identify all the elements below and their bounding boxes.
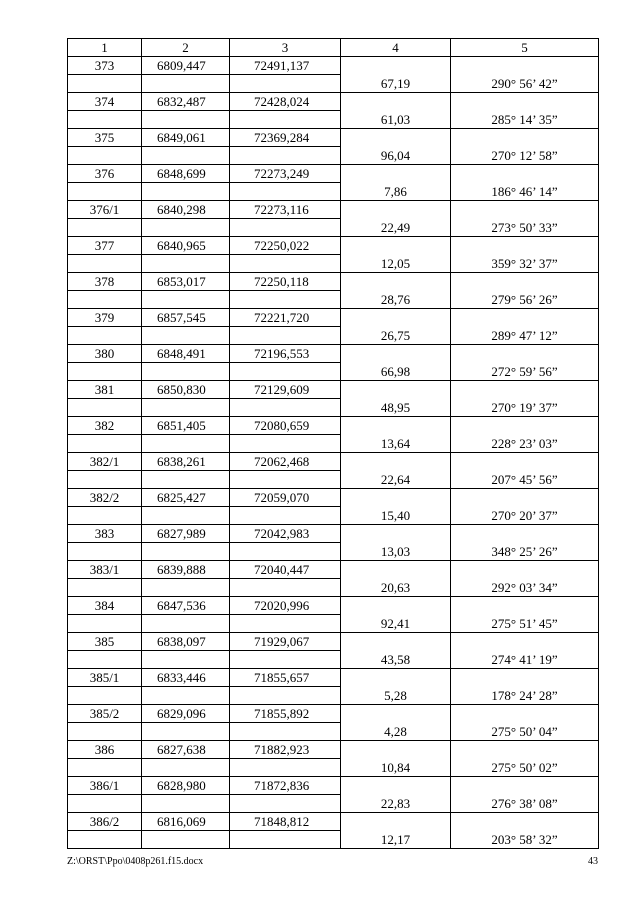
segment-row — [68, 723, 599, 741]
cell-bearing: 270° 12’ 58” — [451, 147, 599, 165]
cell-bearing: 292° 03’ 34” — [451, 579, 599, 597]
segment-row — [68, 327, 599, 345]
cell-empty — [451, 309, 599, 327]
cell-empty — [341, 633, 451, 651]
page-number: 43 — [588, 856, 598, 867]
cell-y: 72129,609 — [230, 381, 341, 399]
cell-y: 72040,447 — [230, 561, 341, 579]
table-row — [68, 417, 599, 435]
cell-distance: 12,05 — [341, 255, 451, 273]
table-header-row — [68, 39, 599, 57]
cell-empty — [142, 543, 230, 561]
column-header-5: 5 — [451, 39, 599, 57]
cell-y: 71929,067 — [230, 633, 341, 651]
cell-point: 373 — [68, 57, 142, 75]
cell-empty — [68, 147, 142, 165]
cell-point: 375 — [68, 129, 142, 147]
cell-empty — [451, 381, 599, 399]
cell-x: 6848,491 — [142, 345, 230, 363]
cell-x: 6833,446 — [142, 669, 230, 687]
cell-empty — [230, 327, 341, 345]
cell-distance: 20,63 — [341, 579, 451, 597]
cell-empty — [230, 111, 341, 129]
table-row — [68, 489, 599, 507]
cell-empty — [451, 705, 599, 723]
cell-empty — [68, 399, 142, 417]
cell-x: 6827,989 — [142, 525, 230, 543]
segment-row — [68, 579, 599, 597]
cell-x: 6853,017 — [142, 273, 230, 291]
table-row — [68, 129, 599, 147]
cell-y: 72491,137 — [230, 57, 341, 75]
cell-empty — [230, 795, 341, 813]
cell-distance: 67,19 — [341, 75, 451, 93]
cell-point: 383/1 — [68, 561, 142, 579]
segment-row — [68, 111, 599, 129]
table-row — [68, 237, 599, 255]
cell-y: 72196,553 — [230, 345, 341, 363]
cell-empty — [142, 831, 230, 849]
segment-row — [68, 363, 599, 381]
segment-row — [68, 183, 599, 201]
cell-point: 386 — [68, 741, 142, 759]
cell-empty — [451, 129, 599, 147]
cell-empty — [142, 219, 230, 237]
cell-empty — [341, 57, 451, 75]
column-header-4: 4 — [341, 39, 451, 57]
cell-empty — [451, 237, 599, 255]
cell-bearing: 273° 50’ 33” — [451, 219, 599, 237]
cell-empty — [341, 345, 451, 363]
cell-empty — [230, 723, 341, 741]
cell-empty — [142, 471, 230, 489]
cell-y: 71848,812 — [230, 813, 341, 831]
cell-bearing: 207° 45’ 56” — [451, 471, 599, 489]
cell-bearing: 275° 50’ 04” — [451, 723, 599, 741]
cell-x: 6848,699 — [142, 165, 230, 183]
cell-empty — [142, 147, 230, 165]
table-row — [68, 633, 599, 651]
segment-row — [68, 291, 599, 309]
cell-empty — [68, 327, 142, 345]
cell-x: 6851,405 — [142, 417, 230, 435]
cell-point: 385/2 — [68, 705, 142, 723]
cell-distance: 10,84 — [341, 759, 451, 777]
cell-point: 386/1 — [68, 777, 142, 795]
segment-row — [68, 435, 599, 453]
cell-empty — [230, 615, 341, 633]
cell-empty — [341, 669, 451, 687]
cell-y: 72080,659 — [230, 417, 341, 435]
cell-empty — [230, 651, 341, 669]
cell-empty — [451, 561, 599, 579]
cell-empty — [451, 741, 599, 759]
cell-distance: 7,86 — [341, 183, 451, 201]
cell-point: 385/1 — [68, 669, 142, 687]
cell-empty — [68, 363, 142, 381]
column-header-3: 3 — [230, 39, 341, 57]
cell-y: 72369,284 — [230, 129, 341, 147]
table-row — [68, 813, 599, 831]
cell-empty — [451, 417, 599, 435]
cell-bearing: 178° 24’ 28” — [451, 687, 599, 705]
cell-empty — [142, 399, 230, 417]
column-header-2: 2 — [142, 39, 230, 57]
cell-bearing: 274° 41’ 19” — [451, 651, 599, 669]
cell-point: 380 — [68, 345, 142, 363]
cell-x: 6816,069 — [142, 813, 230, 831]
cell-empty — [68, 435, 142, 453]
cell-empty — [142, 291, 230, 309]
table-body — [68, 57, 599, 849]
cell-empty — [230, 363, 341, 381]
cell-bearing: 275° 50’ 02” — [451, 759, 599, 777]
cell-bearing: 348° 25’ 26” — [451, 543, 599, 561]
cell-y: 71855,892 — [230, 705, 341, 723]
table-row — [68, 309, 599, 327]
cell-empty — [451, 525, 599, 543]
cell-empty — [341, 453, 451, 471]
table-row — [68, 201, 599, 219]
cell-bearing: 228° 23’ 03” — [451, 435, 599, 453]
cell-empty — [68, 291, 142, 309]
cell-empty — [451, 777, 599, 795]
cell-empty — [341, 561, 451, 579]
cell-empty — [142, 75, 230, 93]
table-row — [68, 165, 599, 183]
cell-y: 72062,468 — [230, 453, 341, 471]
cell-empty — [230, 831, 341, 849]
cell-empty — [142, 363, 230, 381]
cell-empty — [341, 273, 451, 291]
cell-x: 6849,061 — [142, 129, 230, 147]
cell-empty — [230, 579, 341, 597]
cell-x: 6827,638 — [142, 741, 230, 759]
cell-bearing: 270° 20’ 37” — [451, 507, 599, 525]
cell-empty — [341, 129, 451, 147]
segment-row — [68, 651, 599, 669]
cell-bearing: 203° 58’ 32” — [451, 831, 599, 849]
cell-bearing: 270° 19’ 37” — [451, 399, 599, 417]
cell-x: 6809,447 — [142, 57, 230, 75]
cell-empty — [451, 273, 599, 291]
cell-bearing: 289° 47’ 12” — [451, 327, 599, 345]
cell-bearing: 285° 14’ 35” — [451, 111, 599, 129]
cell-empty — [142, 687, 230, 705]
cell-x: 6828,980 — [142, 777, 230, 795]
coordinates-table — [67, 38, 599, 849]
cell-empty — [68, 759, 142, 777]
cell-empty — [451, 813, 599, 831]
cell-empty — [68, 111, 142, 129]
cell-empty — [230, 543, 341, 561]
cell-x: 6839,888 — [142, 561, 230, 579]
cell-empty — [68, 615, 142, 633]
cell-distance: 66,98 — [341, 363, 451, 381]
cell-distance: 12,17 — [341, 831, 451, 849]
cell-x: 6829,096 — [142, 705, 230, 723]
cell-empty — [341, 597, 451, 615]
cell-empty — [68, 579, 142, 597]
cell-point: 384 — [68, 597, 142, 615]
cell-empty — [451, 165, 599, 183]
cell-y: 72059,070 — [230, 489, 341, 507]
cell-empty — [451, 57, 599, 75]
cell-empty — [230, 399, 341, 417]
cell-y: 71872,836 — [230, 777, 341, 795]
cell-empty — [230, 147, 341, 165]
cell-empty — [341, 93, 451, 111]
cell-empty — [142, 183, 230, 201]
cell-empty — [341, 201, 451, 219]
cell-distance: 61,03 — [341, 111, 451, 129]
cell-distance: 48,95 — [341, 399, 451, 417]
cell-point: 382 — [68, 417, 142, 435]
cell-empty — [230, 183, 341, 201]
table-row — [68, 777, 599, 795]
cell-distance: 4,28 — [341, 723, 451, 741]
cell-empty — [451, 345, 599, 363]
cell-bearing: 359° 32’ 37” — [451, 255, 599, 273]
segment-row — [68, 255, 599, 273]
cell-x: 6850,830 — [142, 381, 230, 399]
cell-empty — [142, 651, 230, 669]
cell-empty — [142, 111, 230, 129]
cell-distance: 96,04 — [341, 147, 451, 165]
segment-row — [68, 507, 599, 525]
cell-empty — [451, 633, 599, 651]
cell-empty — [142, 435, 230, 453]
cell-point: 374 — [68, 93, 142, 111]
cell-empty — [142, 759, 230, 777]
cell-x: 6847,536 — [142, 597, 230, 615]
cell-bearing: 279° 56’ 26” — [451, 291, 599, 309]
cell-empty — [341, 237, 451, 255]
cell-bearing: 276° 38’ 08” — [451, 795, 599, 813]
segment-row — [68, 831, 599, 849]
cell-point: 381 — [68, 381, 142, 399]
cell-y: 72428,024 — [230, 93, 341, 111]
cell-y: 72273,116 — [230, 201, 341, 219]
cell-bearing: 290° 56’ 42” — [451, 75, 599, 93]
cell-distance: 15,40 — [341, 507, 451, 525]
cell-empty — [230, 255, 341, 273]
cell-empty — [68, 255, 142, 273]
column-header-1: 1 — [68, 39, 142, 57]
cell-empty — [68, 219, 142, 237]
cell-empty — [230, 435, 341, 453]
segment-row — [68, 615, 599, 633]
cell-point: 379 — [68, 309, 142, 327]
cell-empty — [142, 327, 230, 345]
cell-empty — [230, 507, 341, 525]
cell-empty — [341, 777, 451, 795]
cell-point: 382/1 — [68, 453, 142, 471]
cell-empty — [142, 579, 230, 597]
cell-distance: 13,03 — [341, 543, 451, 561]
cell-empty — [68, 687, 142, 705]
cell-empty — [230, 471, 341, 489]
cell-empty — [451, 453, 599, 471]
segment-row — [68, 75, 599, 93]
cell-empty — [68, 183, 142, 201]
cell-bearing: 272° 59’ 56” — [451, 363, 599, 381]
cell-y: 72250,022 — [230, 237, 341, 255]
cell-distance: 28,76 — [341, 291, 451, 309]
cell-distance: 22,49 — [341, 219, 451, 237]
cell-empty — [230, 219, 341, 237]
cell-empty — [341, 705, 451, 723]
cell-distance: 26,75 — [341, 327, 451, 345]
segment-row — [68, 147, 599, 165]
cell-empty — [341, 381, 451, 399]
cell-point: 376 — [68, 165, 142, 183]
cell-empty — [142, 723, 230, 741]
cell-empty — [68, 543, 142, 561]
cell-x: 6857,545 — [142, 309, 230, 327]
table-row — [68, 741, 599, 759]
table-row — [68, 345, 599, 363]
cell-empty — [68, 507, 142, 525]
segment-row — [68, 219, 599, 237]
cell-empty — [68, 471, 142, 489]
cell-point: 377 — [68, 237, 142, 255]
table-row — [68, 453, 599, 471]
segment-row — [68, 759, 599, 777]
cell-empty — [142, 507, 230, 525]
cell-empty — [68, 723, 142, 741]
segment-row — [68, 543, 599, 561]
segment-row — [68, 687, 599, 705]
cell-x: 6825,427 — [142, 489, 230, 507]
table-row — [68, 57, 599, 75]
cell-empty — [341, 165, 451, 183]
table-row — [68, 381, 599, 399]
cell-point: 378 — [68, 273, 142, 291]
cell-empty — [68, 831, 142, 849]
cell-empty — [68, 651, 142, 669]
segment-row — [68, 795, 599, 813]
cell-empty — [341, 489, 451, 507]
cell-empty — [451, 669, 599, 687]
cell-empty — [341, 417, 451, 435]
cell-x: 6832,487 — [142, 93, 230, 111]
cell-y: 72020,996 — [230, 597, 341, 615]
cell-bearing: 186° 46’ 14” — [451, 183, 599, 201]
table-row — [68, 561, 599, 579]
cell-empty — [142, 615, 230, 633]
segment-row — [68, 399, 599, 417]
table-row — [68, 705, 599, 723]
cell-distance: 22,64 — [341, 471, 451, 489]
cell-point: 386/2 — [68, 813, 142, 831]
cell-empty — [230, 75, 341, 93]
table-row — [68, 525, 599, 543]
cell-y: 72273,249 — [230, 165, 341, 183]
cell-empty — [341, 525, 451, 543]
cell-distance: 22,83 — [341, 795, 451, 813]
cell-x: 6840,298 — [142, 201, 230, 219]
cell-point: 382/2 — [68, 489, 142, 507]
cell-empty — [451, 597, 599, 615]
cell-distance: 43,58 — [341, 651, 451, 669]
cell-y: 71855,657 — [230, 669, 341, 687]
cell-y: 72250,118 — [230, 273, 341, 291]
cell-empty — [68, 75, 142, 93]
cell-bearing: 275° 51’ 45” — [451, 615, 599, 633]
cell-empty — [68, 795, 142, 813]
cell-empty — [142, 795, 230, 813]
cell-x: 6838,261 — [142, 453, 230, 471]
table-row — [68, 669, 599, 687]
cell-distance: 5,28 — [341, 687, 451, 705]
cell-empty — [230, 687, 341, 705]
cell-point: 376/1 — [68, 201, 142, 219]
document-path: Z:\ORST\Ppo\0408p261.f15.docx — [67, 856, 204, 867]
table-row — [68, 597, 599, 615]
cell-x: 6838,097 — [142, 633, 230, 651]
cell-x: 6840,965 — [142, 237, 230, 255]
cell-point: 383 — [68, 525, 142, 543]
cell-empty — [341, 309, 451, 327]
cell-empty — [451, 489, 599, 507]
cell-y: 71882,923 — [230, 741, 341, 759]
cell-y: 72042,983 — [230, 525, 341, 543]
cell-empty — [142, 255, 230, 273]
cell-distance: 13,64 — [341, 435, 451, 453]
cell-empty — [451, 93, 599, 111]
cell-point: 385 — [68, 633, 142, 651]
cell-empty — [230, 291, 341, 309]
cell-distance: 92,41 — [341, 615, 451, 633]
cell-empty — [341, 813, 451, 831]
cell-y: 72221,720 — [230, 309, 341, 327]
cell-empty — [230, 759, 341, 777]
segment-row — [68, 471, 599, 489]
table-row — [68, 93, 599, 111]
table-row — [68, 273, 599, 291]
cell-empty — [341, 741, 451, 759]
cell-empty — [451, 201, 599, 219]
